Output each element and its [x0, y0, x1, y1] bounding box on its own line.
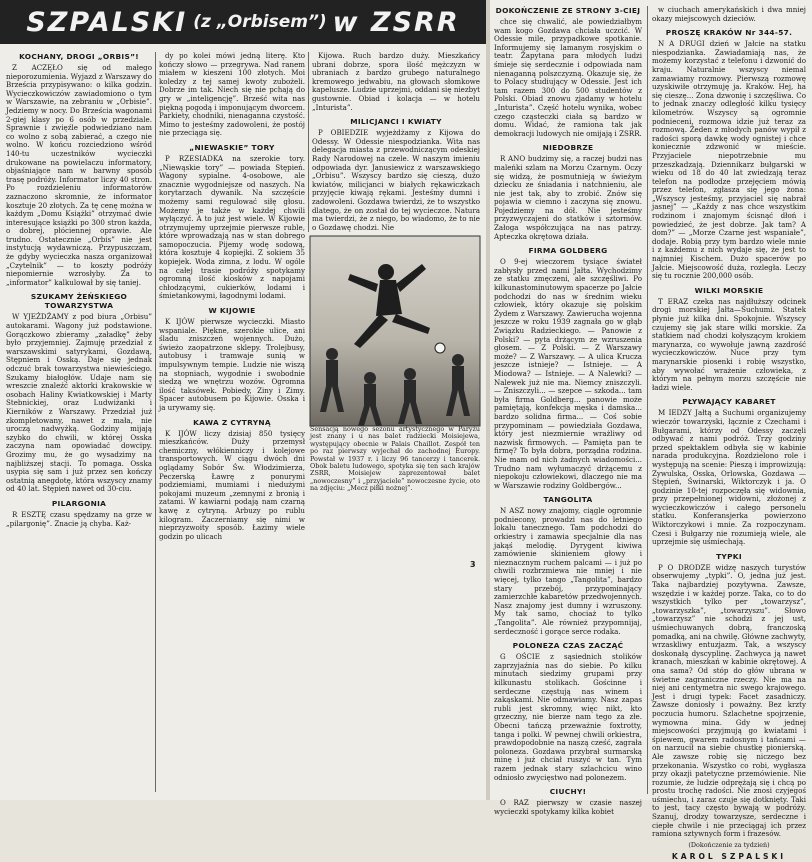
title-sub: (z „Orbisem”)	[193, 12, 327, 32]
column-5	[652, 5, 806, 862]
paragraph: K IJÓW liczy dzisiaj 850 tysięcy mieszkańców. Duży przemysł chemiczny, włókienniczy i kolejowe transportowych. W ciągu dwóch dni oglądamy Sobór Św. Włodzimierza, Peczerską Ławrę z ponurymi podziemiami, mumiami i niedużymi pokojami muzeum „zemnymi z bronią i zatami. W kawiarni podają nam czarną kawę z cytryną. Arbuzy po rublu kilogram. Zaczerniamy się nimi w nieprzyzwoity sposób. Łazimy wiele godzin po ulicach	[159, 428, 305, 541]
heading: TYPKI	[716, 551, 742, 561]
paragraph: N A DRUGI dzień w Jałcie na statku niespodzianka. Zawiadamiają nas, że możemy korzystać z telefonu i dzwonić do kraju. Naturalnie wszyscy niemal zamawiamy rozmowy. Pierwszą rozmowę uzyskiwiłe otrzymuję ja. Kraków. Hej, ha się cieszę... Zona dzwonię i szczęśliwa. Co to jednak znaczy odległość kilku tysięcy kilometrów. Wszyscy są ogromnie podnieceni, rozmowa idzie już teraz za rozmową. Żeden z młodych panów wypił z radości sporą dawkę wody ognistej i chce koniecznie zdzwonić w mieście. Przyjaciele niepotrzebnie mu przeszkadzają. Dziennikarz bułgarski w wieku od 18 do 40 lat zwiedzają teraz telefon na podłodze przejęciem mówią przez telefon, zgłasza się jego żona: „Wszyscy jesteśmy, przyjaciel się nabrał jasnej” — „Każdy z nas chce wszystkim rodzinom i znajomym ścisnąć dłoń i powiedzieć, że jest dobrze. Jak tam? A dom?” — „Morze Czarne jest wspaniałe”, dodaje. Robią przy tym bardzo wiele mnie i z każdemu z nich wydaje się, że jest to najmniej Kischem. Dużo spacerów po Jałcie. Miejscowość duża, rozległa. Leczy się tu rocznie 200,000 osób.	[652, 39, 806, 281]
paragraph: P O DRODZE widzę naszych turystów obserwujemy „typki”. O, jedna już jest. Taka najbardziej pozytywna. Zawsze, wszędzie i w każdej porze. Taka, co to do wszystkich tylko per „towarzysz”, „towarzyszka”, „towarzyszu”. Słowo „towarzysz” nie schodzi z jej ust, uśmiechuwanych dobrą, franczoską pomadką, ani na chwilę. Główne zachwyty, wrzaskliwy entuzjazm. Tak, a wszyscy doskonałą dyscyplinę. Zachwyca ją nawet kranach, mieszkań w kabinie okrętowej. A ona sama? Od stóp do głów ubrana w świetne zagraniczne rzeczy. Nie ma na niej ani centymetra nic swego krajowego. Jest i drugi typek: Facet zasadniczy. Zawsze doniosły i poważny. Bez krzty poczucia humoru. Szlachetne spojrzenie, wymowna mina. Gdy w jednej miejscowości przyjmują go kwiatami i śpiewem, gwarem radosnym i tańcami — on narzucił na siebie chustkę pionierską. Ale zawsze robię się niczego bez przekonania. Wszystko co robi, wygłasza przy okazji patetyczne przemówienie. Nie rozumie, że ludzie odprężają się i chcą po prostu trochę radości. Nie znosi czyjegoś uśmiechu, i zaraz czuje się dotknięty. Taki to jest, tacy często bywają w podróży. Szanuj, drodzy towarzysze, serdeczne i ciepłe chwile i nie przeciągaj ich przez ramiona sztywnych form i frazesów.	[652, 562, 806, 839]
column-rule	[308, 52, 309, 232]
paragraph: w ciuchach amerykańskich i dwa mniej okazy miejscowych dzieciów.	[652, 5, 806, 23]
paragraph: N ASZ nowy znajomy, ciągle ogromnie podniecony, prowadzi nas do letniego lokalu tanecznego. Tam podchodzi do orkiestry i zamawia specjalnie dla nas jakąś melodię. Dyrygent kiwiwa zamówienie skinieniem głowy i nieznacznym ruchem palcami — i już po chwili rozbrzmiewa nie mniej i nie więcej, tylko tango „Tangolita”, bardzo stary przebój, przypominający zamierzchłe kabaretów przedwojennych. Nasz znajomy jest dumny i wzruszony. My tak samo, chociaż to tylko „Tangolita”. Ale również przypomnijaj, serdeczność i gorące serce rodaka.	[494, 506, 642, 636]
column-1	[6, 52, 152, 792]
continuation-note: (Dokończenie za tydzień)	[688, 840, 770, 849]
paragraph: R ANO budzimy się, a raczej budzi nas maleńki szlam na Morzu Czarnym. Oczy się widzą, że posmutnieją w świeżym dziecku ze śniadania i natchnieniu, ale nie jest tak, aby to zrobić. Znów się pojawia w ciemno i zaczyna się znowu. Pojedziemy na dół. Nie jesteśmy przyzwyczajeni do statków i sztormów. Załoga współczująca na nas patrzy. Apteczka okrętowa działa.	[494, 154, 642, 241]
page-number: 3	[470, 560, 476, 569]
heading: „NIEWASKIE” TORY	[189, 142, 275, 152]
photo-caption: Sensacją nowego sezonu artystycznego w Paryżu jest znany i u nas balet radziecki Moisiejewa, występujący obecnie w Palais Chaillot. Zespół ten po raz pierwszy wyjechał do zachodnej Europy. Powstał w 1937 r. i liczy 96 tancerzy i tancerek. Obok baletu ludowego, spotyka się ten sach krajów ZSRR, Moisiejew zaprezentował balet „nowoczesny” i „przyjaciele” nowoczesne życie, oto na zdjęciu: „Mecz piłki nożnej”.	[310, 425, 480, 493]
column-2	[159, 52, 305, 792]
paragraph: Kijowa. Ruch bardzo duży. Mieszkańcy ubrani dobrze, spora ilość mężczyzn w ubraniach z bardzo grubego naturalnego kremowego jedwabiu, na głowach słomkowe kapelusze. Ludzie uprzejmi, oddani się niezbyt gustownie. Obiad i kolacja — w hotelu „Inturista”.	[312, 51, 480, 112]
heading: MILICJANCI I KWIATY	[350, 117, 442, 127]
heading: PILARGONIA	[51, 498, 107, 508]
paragraph: Z ACZĘŁO się od małego nieporozumienia. Wyjazd z Warszawy do Brześcia przypisywano: o kilka godzin. Wycieczkowiczów zawiadomiono o tym w Warszawie, na zebraniu w „Orbisie”. Jedziemy w nocy. Do Brześcia wagonami 2-giej klasy po 6 osób w przedziale. Sprawnie i zwięźle podwiedziano nam co wolno z sobą zabierać, a czego nie wolno. W końcu rozciedziono wśród 140-tu uczestników wycieczki drukowane na powielaczu informatory, objaśniające nam w barwny sposób trasę podróży. Informator liczy 40 stron. Po rozdzieleniu informatorów zaznaczono skromnie, że informator kosztuje 20 złotych. Za tę cenę można w każdym „Domu Książki” otrzymać dwie interesujące książki po 300 stron każda, o dobrej, płóciennej oprawie. Ale trudno. Ostatecznie „Orbis” nie jest instytucją wydawniczą. Przypuszczam, że gdyby wycieczka nasza organizował „Czytelnik” — to koszty podróży niepomiernie wzrosłyby. Za to „informator” kalkulował by się taniej.	[6, 63, 152, 287]
paragraph: W YJEŻDŻAMY z pod biura „Orbisu” autokarami. Wagony już podstawione. Gorączkowo zbieramy „załadkę” żeby było przyjemniej. Zajmuję przedział z warszawskimi satyrykami, Gozdawą, Stępniem i Osską. Daje się jednak odczuć brak towarzystwa niewieściego. Szukamy białogłów. Udaje nam się wreszcie znaleźć aktorki krakowskie w osobach Haliny Kwiatkowskiej i Marty Stebnickiej, oraz Ludwiżanki i Kierników z Warszawy. Przedział już zkompletowany, nawet z mała, nie uroczą nadwyżką. Godziny mijają szybko do chwili, w której Osska zaczyna nam opowiadać dowcipy. Grozimy mu, że go wysadzimy na najbliższej stacji. To pomaga. Osska usypia się sam i już przez sen kończy ostatnią anegdotę, która wszyscy znamy od 40 lat. Stępień nawet od 30-ciu.	[6, 312, 152, 494]
heading: POLONEZA CZAS ZACZĄĆ	[512, 641, 624, 651]
continuation-heading: DOKOŃCZENIE ZE STRONY 3-CIEJ	[495, 6, 641, 15]
paragraph: M IEDZY Jałtą a Suchumi organizujemy wieczór towarzyski, łącznie z Czechami i Bułgarami, którzy od Odessy zaczęli odbywać z nami podróż. Trzy godziny przed spektaklem odbyła się w kabinie narada produkcyjna. Rozdzielono role i występują na scenie: Pieszą i improwizują: Zywulska, Osska, Orlowska, Gozdawa — Stępień, Świnarski, Wiktorczyk i ja. O godzinie 10-tej rozpoczęła się widownia, przy przepełnionej widowni, złożonej z wycieczkowiczów i całego personelu statku. Konferansjerka powierzono Wiktorczykowi i mnie. Za rozpoczynam. Czesi i Bułgarzy nie rozumieją wiele, ale uprzejmie się uśmiechają.	[652, 408, 806, 547]
heading: CIUCHY!	[549, 787, 587, 797]
column-3	[312, 52, 480, 232]
paragraph: P RZESIADKA na szerokie tory. „Niewąskie tory” — powiada Stępień. Wagony sypialne. 4-osobowe, ale znacznie wygodniejsze od naszych. Na korytarzach dywanik. Na szczęście możemy sami regulować siłę głosu. Możemy je także w każdej chwili wyłączyć. A to już jest wiele. W Kijowie otrzymujemy uprzejmie pierwsze ruble, które wprowadzają nas w stan dobrego samopoczucia. Pijemy wodę sodową, która kosztuje 4 kopiejki. Z sokiem 35 kopiejek. Woda zimna, z lodu. W ogóle na całej trasie podróży spotykamy ogromną ilość kiosków z napojami chłodzącymi, cukierków, lodami i śmietankowymi, łagodnymi lodami.	[159, 153, 305, 301]
paragraph: T ERAZ czeka nas najdłuższy odcinek drogi morskiej Jałta—Suchumi. Statek płynie już kilka dni. Spokojnie. Wszyscy czujemy się jak stare wilki morskie. Za statkiem nad chodzi kołyszącym krokiem marynarza, co wywołuje jawną zazdrość wycieczkowiczów. Nuce przy tym marynarskie piosenki i robię wszystko, aby wywołać wrażenie człowieka, z którym na pełnym morzu szczęście nie ładzi wiele.	[652, 296, 806, 392]
heading: WILKI MORSKIE	[694, 285, 764, 295]
paragraph: dy po kolei mówi jedną literę. Kto kończy słowo — przegrywa. Nad ranem miałem w kieszeni 100 złotych. Moi koledzy z tej samej kwoty zubożeli. Dobrze im tak. Niech się nie pchają do gry w „inteligencję”. Brześć wita nas piękną pogodą i imponującym dworcem. Parkiety, chodniki, nienaganna czystość. Mimo to jesteśmy zadowoleni, że postój nie przeciąga się.	[159, 51, 305, 138]
paragraph: R ESZTĘ czasu spędzamy na grze w „pilargonię”. Znacie ją chyba. Każ-	[6, 509, 152, 528]
paragraph: chce się chwalić, ale powiedziałbym wam kogo Gozdawa chciała uczcić. W Odessie mile, przypadkowe spotkanie. Informujemy się lamanym rosyjskim o teatr. Zapytana para młodych ludzi śmieje się serdecznie i odpowiada nam nienaganną polszczyzną. Okazuje się, że to Polacy studiujący w Odessie. Jest ich tam razem 300 do 500 studentów z Polski. Obiad znowu zjadamy w hotelu „Inturista”. Część hotelu wynika, wobec czego cząsteczki ciała są bardzo w domu. Widać, że ramiona tak jak demokracji ludowych nie omijają i ZSRR.	[494, 17, 642, 138]
heading: FIRMA GOLDBERG	[528, 246, 608, 256]
title-banner	[0, 0, 486, 44]
author-signature: KAROL SZPALSKI	[671, 852, 787, 862]
heading: PŁYWAJĄCY KABARET	[682, 397, 776, 407]
heading: PROSZĘ KRAKÓW Nr 344-57.	[665, 28, 793, 38]
paragraph: G OŚCIE z sąsiednich stolików zaprzyjaźnia nas do siebie. Po kilku minutach siedzimy grupami przy kilkunastu stolikach. Gościnne i serdeczne częstują nas winem i zakąskami. Nie odmawiamy. Nasz zapas rubli jest skromny, więc nikt, kto grzeczny, nie bierze nam tego za złe. Obecni tańczą przeważnie foxtrotty, tanga i polki. W pewnej chwili orkiestra, prawdopodobnie na naszą cześć, zagrała poloneza. Gozdawa przybrał surmarską minę i już chciał ruszyć w tan. Tym razem jednak stary szlachcicu wino odniosło zwycięstwo nad polonezem.	[494, 652, 642, 782]
paragraph: K IJÓW pierwsze wycieczki. Miasto wspaniale. Piękne, szerokie ulice, ani śladu zniszczeń wojennych. Dużo, świeżo zaopatrzone sklepy. Trolejbusy, autobusy i tramwaje sunią w impulsywnym tempie. Ludzie nie wiszą na stopniach, wygodnie i swobodnie siedzą we wnętrzu wozów. Ogromna ilość taksówek. Pobiedy, Ziny i Zimy. Spacer autobusem po Kijowie. Osska i ja urywamy się.	[159, 317, 305, 412]
heading: W KIJOWIE	[208, 306, 256, 316]
heading: NIEDOBRZE	[542, 143, 594, 153]
right-page	[490, 0, 812, 862]
heading: SZUKAMY ŻEŃSKIEGO TOWARZYSTWA	[30, 292, 128, 311]
ball-icon	[435, 343, 445, 353]
column-rule	[155, 52, 156, 792]
ballet-photo	[310, 236, 480, 426]
heading: KAWA Z CYTRYNĄ	[193, 417, 271, 427]
title-main: SZPALSKI	[26, 6, 188, 38]
paragraph: O 9-ej wieczorem tysiące świateł zabłysły przed nami Jałta. Wychodzimy ze statku zmęczeni, ale szczęśliwi. Po kilkunastominutowym spacerze po Jałcie podchodzi do nas w średnim wieku człowiek, który okazuje się polskim Żydem z Warszawy. Zawierucha wojenna jeszcze w roku 1939 zagnała go w głąb Związku Radzieckiego. — Panowie z Polski? — pyta drżącym ze wzruszenia głosem. — Z Polski. — Z Warszawy może? — Z Warszawy. — A ulica Krucza jeszcze istnieje? — Istnieje. — A Miodowa? — Istnieje. — A Nalewki? — Nalewek już nie ma. Niemcy zniszczyli. — Zniszczyli... — szepce — szkoda... tam była firma Goldberg... panowie może pamiętają, konfekcja męska i damska... bardzo solidna firma... — Coś sobie przypominam — powiedziała Gozdawa, który jest niezmiernie wrażliwy od nazwisk firmowych. — Pamięta pan te firmę? To była dobra, porządna rodzina. Nie mam od nich żadnych wiadomości... Trudno nam wyłumaczyć drżącemu z niepokoju człowiekowi, dlaczego nie ma w Warszawie rodziny Goldbergów...	[494, 257, 642, 490]
paragraph: O RAZ pierwszy w czasie naszej wycieczki spotykamy kilka kobiet	[494, 798, 642, 816]
heading: KOCHANY, DROGI „ORBIS”!	[19, 52, 139, 61]
column-4	[494, 6, 642, 816]
paragraph: P OBIEDZIE wyjeżdżamy z Kijowa do Odessy. W Odessie niespodzianka. Wita nas delegacja miasta z przewodniczącym odeskiej Rady Narodowej na czele. W naszym imieniu odpowiada dyr. Janusiewicz z warszawskiego „Orbisu”. Wszyscy bardzo się cieszą, dużo kwiatów, milicjanci w białych rękawiczkach przyjęcie kiwają rękami. Jesteśmy dumni i zadowoleni. Gozdawa twierdzi, że to wszystko dlatego, że on został do tej wycieczce. Natura ma twierdzi, że z niego, bo wiadomo, że to nie o Gozdawę chodzi. Nie	[312, 128, 480, 232]
heading: TANGOLITA	[543, 495, 593, 505]
column-rule	[647, 6, 648, 794]
title-tail: w ZSRR	[332, 6, 460, 38]
